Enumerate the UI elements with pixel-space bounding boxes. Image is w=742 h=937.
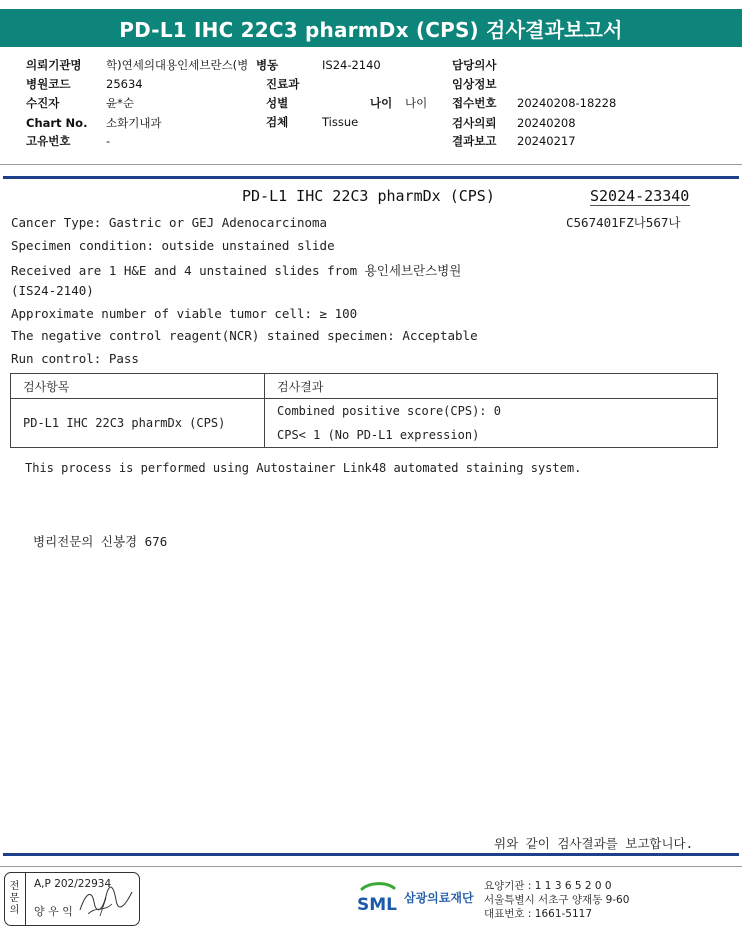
organization-phone: 대표번호 : 1661-5117 — [484, 908, 593, 920]
report-date-label: 결과보고 — [452, 134, 497, 148]
test-title: PD-L1 IHC 22C3 pharmDx (CPS) — [242, 187, 495, 205]
report-date-value: 20240217 — [517, 134, 576, 148]
closing-statement: 위와 같이 검사결과를 보고합니다. — [494, 836, 694, 851]
sex-label: 성별 — [266, 96, 289, 110]
license-number: A,P 202/22934 — [34, 878, 112, 890]
institution-value: 학)연세의대용인세브란스(병 — [106, 58, 249, 72]
result-table-header — [11, 374, 718, 399]
ward-value: IS24-2140 — [322, 58, 381, 72]
run-control-line: Run control: Pass — [11, 351, 139, 366]
physician-name: 양 우 익 — [34, 905, 73, 918]
header-divider — [0, 164, 742, 165]
doctor-label: 담당의사 — [452, 58, 497, 72]
received-slides-line: Received are 1 H&E and 4 unstained slides from 용인세브란스병원 — [11, 263, 462, 278]
sml-logo-icon — [356, 880, 401, 918]
chart-no-value: 소화기내과 — [106, 116, 162, 130]
sml-logo-text: SML — [357, 895, 397, 915]
department-label: 진료과 — [266, 77, 300, 91]
request-date-value: 20240208 — [517, 116, 576, 130]
stamp-side-label — [4, 872, 26, 926]
organization-name: 삼광의료재단 — [404, 891, 474, 905]
specimen-condition-line: Specimen condition: outside unstained slide — [11, 238, 335, 253]
referral-no-line: (IS24-2140) — [11, 283, 94, 298]
care-institution-code: 요양기관 : 1 1 3 6 5 2 0 0 — [484, 880, 612, 892]
ncr-line: The negative control reagent(NCR) stained specimen: Acceptable — [11, 328, 478, 343]
organization-address: 서울특별시 서초구 양재동 9-60 — [484, 894, 630, 906]
cps-interpretation: CPS< 1 (No PD-L1 expression) — [277, 428, 480, 442]
hospital-code-label: 병원코드 — [26, 77, 71, 91]
age-label: 나이 — [370, 96, 393, 110]
col-result-header: 검사결과 — [265, 374, 718, 399]
hospital-code-value: 25634 — [106, 77, 143, 91]
test-result-cell — [265, 399, 718, 448]
sample-code: C567401FZ나567나 — [566, 215, 681, 230]
signature-mark — [76, 882, 136, 922]
col-item-header: 검사항목 — [11, 374, 265, 399]
result-table — [10, 373, 718, 448]
table-row — [11, 399, 718, 448]
unique-no-label: 고유번호 — [26, 134, 71, 148]
request-date-label: 검사의뢰 — [452, 116, 497, 130]
report-number: S2024-23340 — [590, 187, 690, 205]
cps-score: Combined positive score(CPS): 0 — [277, 404, 501, 418]
patient-value: 윤*순 — [106, 96, 134, 110]
stamp-char: 전 — [9, 881, 20, 892]
specimen-value: Tissue — [322, 115, 359, 129]
institution-label: 의뢰기관명 — [26, 58, 82, 72]
specimen-label: 검체 — [266, 115, 289, 129]
tumor-cell-line: Approximate number of viable tumor cell: ≥ 100 — [11, 306, 358, 321]
chart-no-label: Chart No. — [26, 116, 88, 130]
clinical-info-label: 임상정보 — [452, 77, 497, 91]
report-top-rule — [3, 176, 739, 179]
stamp-char: 의 — [9, 905, 20, 916]
report-bottom-rule — [3, 853, 739, 856]
footer-divider — [0, 866, 742, 867]
unique-no-value: - — [106, 134, 111, 148]
pathologist-signature: 병리전문의 신봉경 676 — [33, 534, 168, 549]
age-value: 나이 — [405, 96, 428, 110]
stamp-char: 문 — [9, 893, 20, 904]
patient-label: 수진자 — [26, 96, 60, 110]
test-item-cell: PD-L1 IHC 22C3 pharmDx (CPS) — [11, 399, 265, 448]
receipt-no-label: 접수번호 — [452, 96, 497, 110]
report-title: PD-L1 IHC 22C3 pharmDx (CPS) 검사결과보고서 — [0, 9, 742, 47]
receipt-no-value: 20240208-18228 — [517, 96, 617, 110]
report-number-underline — [590, 205, 690, 206]
ward-label: 병동 — [256, 58, 279, 72]
cancer-type-line: Cancer Type: Gastric or GEJ Adenocarcinoma — [11, 215, 328, 230]
process-note: This process is performed using Autostainer Link48 automated staining system. — [25, 461, 582, 475]
